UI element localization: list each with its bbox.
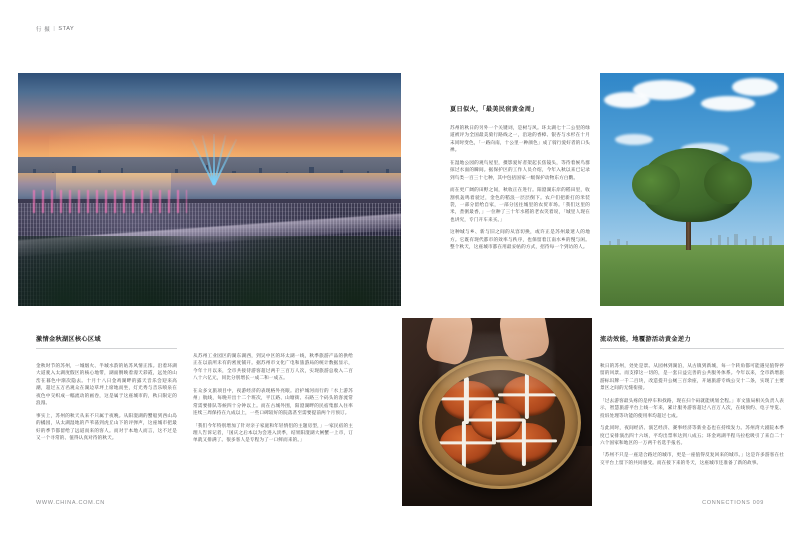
paragraph: 而在更广阔的田野之间，秋收正在进行。阳澄湖东岸的稻田里，收割机轰鸣着驶过，金色的稻浪一层层倒下。农户们把新打的米装袋，一部分留给自家，一部分送往城里的农贸市场。「我们这里的米，煮粥最香，」一位种了三十年水稻的老农笑着说，「城里人现在也讲究，专门开车来买。」 xyxy=(450,187,590,222)
tree-canopy xyxy=(640,148,743,223)
paragraph: 在湿地公园的观鸟屋里，摄影爱好者架起长焦镜头，等待着候鸟群掠过水面的瞬间。据保护区的工作人员介绍，今年入秋以来已记录到鸟类一百三十七种，其中包括国家一级保护动物东方白鹳。 xyxy=(450,159,590,180)
folio-left: WWW.CHINA.COM.CN xyxy=(36,500,105,506)
hero-stage-lights xyxy=(33,190,186,213)
crab-photo-steamer xyxy=(402,318,592,506)
paragraph: 在众多文旅项目中，夜游经济的表现格外亮眼。沿护城河而行的「水上游苏州」航线，每晚开出十二个班次，平江路、山塘街、石路三个码头的客流常常需要排队等候四十分钟以上。而在古城外围，阳澄湖畔的民宿集群入住率连续三周保持在九成以上，一些口碑较好的院落甚至需要提前两个月预订。 xyxy=(193,387,353,416)
page-spine xyxy=(400,0,401,542)
folio-right: CONNECTIONS 009 xyxy=(702,500,764,506)
paragraph: 「苏州不只是一座适合路过的城市，更是一座值得反复回来的城市。」这是许多游客在社交平台上留下的共同感受。而在接下来的冬天，这座城市还准备了新的故事。 xyxy=(600,452,784,465)
grass-field xyxy=(600,245,784,306)
hero-photo-concert xyxy=(18,73,401,306)
right-article1-headline: 夏日似火，「最美民宿黄金周」 xyxy=(450,106,538,113)
steam xyxy=(440,333,554,389)
tree-photo-lakeside xyxy=(600,73,784,306)
left-article2-body xyxy=(193,352,353,449)
running-head-section: 行 摄 xyxy=(36,27,51,33)
hero-light-beams xyxy=(194,134,232,185)
right-article2-body xyxy=(600,362,784,471)
paragraph: 秋日的苏州，处处是景。从园林到湖泊，从古镇到新城，每一个转角都可能遇见值得停留的风景。而支撑这一切的，是一套日益完善的公共服务体系。今年以来，全市新增旅游标识牌一千二百块，改造提升公厕三百余座，开通旅游专线公交十二条，实现了主要景区之间的无缝衔接。 xyxy=(600,363,784,391)
cloud xyxy=(732,78,778,96)
paragraph: 与此同时，夜间经济、演艺经济、赛事经济等新业态也在持续发力。苏州湾大剧院本季度已安排演出四十六场，平均出票率达到八成五；环金鸡湖半程马拉松吸引了来自二十六个国家和地区的一万两千名选手报名。 xyxy=(600,425,784,445)
divider-rule xyxy=(36,348,177,349)
right-article2-header xyxy=(600,336,784,355)
left-article1-body xyxy=(36,362,177,446)
running-head-separator: | xyxy=(53,26,56,32)
cloud xyxy=(615,134,653,145)
right-article1-header xyxy=(450,106,590,114)
paragraph: 「过去游客最头疼的是停车和找路，现在扫个码就能规划全程。」市文旅局相关负责人表示，智慧旅游平台上线一年来，累计服务游客超过八百万人次，在线预约、电子导览、投诉处理等功能的使用率均超过七成。 xyxy=(600,397,784,418)
distant-skyline xyxy=(600,234,784,246)
paragraph: 金秋时节的苏州，一城烟火、半城水韵的姑苏风情正浓。沿着环湖大道驶入太湖度假区的核心地带，湖面倒映着漫天彩霞，远处的山峦在暮色中渐次隐去。十月十八日金鸡湖畔的露天音乐会迎来高潮，超过五万名观众在湖边草坪上席地而坐，灯光秀与音乐喷泉在夜色中交织成一幅流动的画卷，这是属于这座城市的，秋日限定的浪漫。 xyxy=(36,363,177,406)
running-head xyxy=(36,25,74,33)
paragraph: 苏州的秋日的另外一个关键词，是树与风。环太湖七十二公里的绿道被评为全国最美骑行路线之一，沿途的香樟、银杏与水杉在十月末同时变色，「一路向南，十公里一种颜色」成了骑行爱好者的口头禅。 xyxy=(450,125,591,153)
right-article1-body xyxy=(450,124,590,256)
paragraph: 「我们今年特别增加了针对亲子家庭和年轻情侣的主题房型，」一家民宿的主理人告诉记者，「国庆之后本以为会进入淡季，结果阳澄湖大闸蟹一上市，订单就又排满了。很多客人是专程为了一口鲜而来的。」 xyxy=(193,422,353,443)
paragraph: 从苏州工业园区的湖东湖西，到吴中区的环太湖一线，秋季旅游产品的供给正在以前所未有的密度铺开。据苏州市文化广电和旅游局的统计数据显示，今年十月以来，全市共接待游客超过两千三百万人次，实现旅游总收入二百八十六亿元，同比分别增长一成二和一成五。 xyxy=(193,353,353,381)
left-article1-header xyxy=(36,336,177,355)
paragraph: 这种城与乡、新与旧之间的从容切换，或许正是苏州最迷人的地方。它既有现代都市的效率与秩序，也保留着江南水乡的慢与闲。整个秋天，这座城市都在用最妥帖的方式，招待每一个到访的人。 xyxy=(450,229,590,250)
hero-tree-silhouettes xyxy=(18,236,401,306)
left-article1-headline: 激情金秋湖区核心区域 xyxy=(36,336,101,343)
right-article2-headline: 流动效能，地覆游活动黄金逆力 xyxy=(600,336,691,343)
paragraph: 事实上，苏州的秋天从来不只属于夜晚。从阳澄湖的蟹船到西山岛的橘园，从太湖湿地的芦苇荡到虎丘山下的评弹声，这座城市把最好的季节都留给了远道而来的客人。而对于本地人而言，这不过是又一个寻常的、值得认真对待的秋天。 xyxy=(36,412,177,440)
cloud xyxy=(633,80,695,100)
divider-rule xyxy=(600,348,784,349)
running-head-subsection: STAY xyxy=(58,26,75,32)
